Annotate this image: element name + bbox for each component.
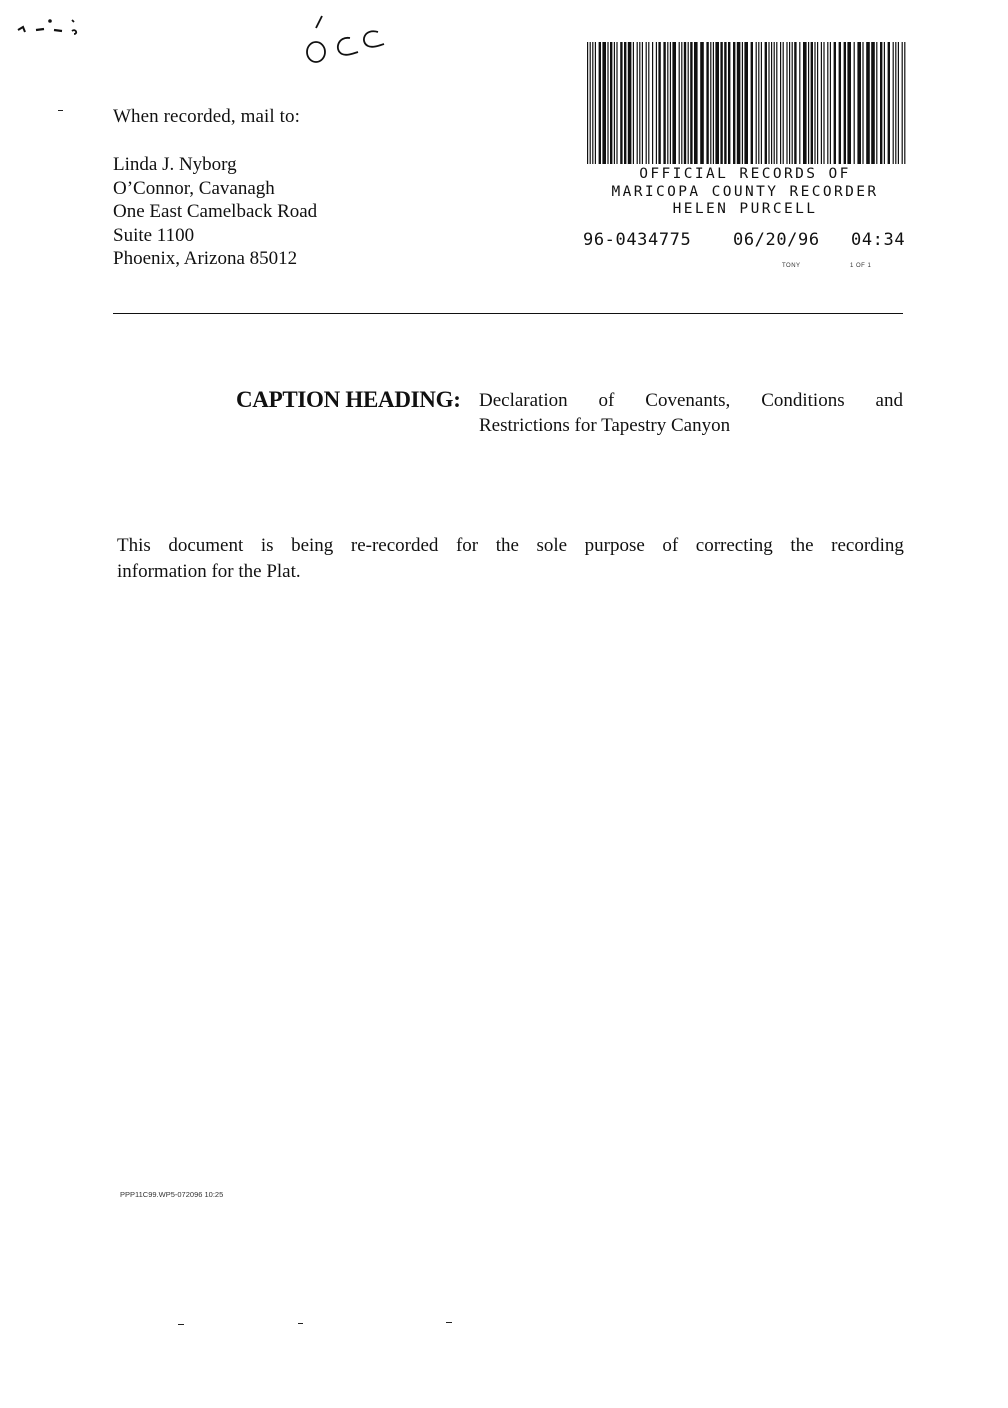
scan-speck	[298, 1323, 303, 1324]
statement-word: purpose	[584, 535, 645, 556]
caption-line-2: Restrictions for Tapestry Canyon	[479, 415, 731, 436]
recorder-line: MARICOPA COUNTY RECORDER	[611, 183, 879, 200]
header-divider	[113, 313, 903, 314]
recording-time: 04:34	[851, 230, 906, 250]
handwritten-mark	[298, 10, 388, 68]
statement-word: for	[455, 535, 479, 556]
address-line: Phoenix, Arizona 85012	[113, 248, 298, 269]
address-line: One East Camelback Road	[113, 201, 318, 222]
statement-word: is	[260, 535, 274, 556]
caption-word: of	[598, 390, 615, 411]
recording-date: 06/20/96	[733, 230, 820, 250]
statement-word: being	[291, 535, 334, 556]
statement-word: document	[168, 535, 244, 556]
statement-word: recording	[831, 535, 904, 556]
scribble-mark	[14, 14, 86, 42]
scan-speck	[446, 1322, 452, 1323]
statement-word: the	[495, 535, 519, 556]
clerk-initials: TONY	[782, 263, 801, 269]
caption-heading-text	[479, 388, 903, 438]
document-number: 96-0434775	[583, 230, 692, 250]
page-count: 1 OF 1	[850, 263, 872, 269]
scan-speck	[178, 1324, 184, 1325]
statement-word: sole	[536, 535, 568, 556]
caption-word: Covenants,	[645, 390, 731, 411]
recording-barcode	[587, 42, 909, 164]
statement-line-2: information for the Plat.	[117, 561, 301, 582]
caption-word: Declaration	[479, 390, 568, 411]
statement-word: correcting	[695, 535, 773, 556]
re-recording-statement	[117, 533, 904, 585]
recorder-line: HELEN PURCELL	[672, 201, 818, 217]
address-line: Linda J. Nyborg	[113, 154, 237, 175]
address-line: Suite 1100	[113, 224, 195, 246]
caption-word: and	[875, 390, 903, 411]
recording-info	[583, 230, 905, 250]
scan-speck	[58, 110, 63, 111]
address-line: O’Connor, Cavanagh	[113, 177, 275, 199]
caption-word: Conditions	[761, 390, 845, 411]
statement-word: the	[790, 535, 814, 556]
statement-word: re-recorded	[350, 535, 439, 556]
caption-line-1	[479, 388, 903, 413]
document-file-code: PPP11C99.WP5-072096 10:25	[120, 1190, 224, 1199]
statement-word: This	[117, 535, 151, 556]
caption-heading-label: CAPTION HEADING:	[236, 387, 461, 412]
mail-to-address	[113, 153, 317, 271]
recorder-line: OFFICIAL RECORDS OF	[639, 166, 851, 182]
recorder-stamp	[580, 166, 910, 219]
statement-word: of	[662, 535, 679, 556]
statement-line-1	[117, 533, 904, 559]
mail-to-label: When recorded, mail to:	[113, 106, 300, 127]
